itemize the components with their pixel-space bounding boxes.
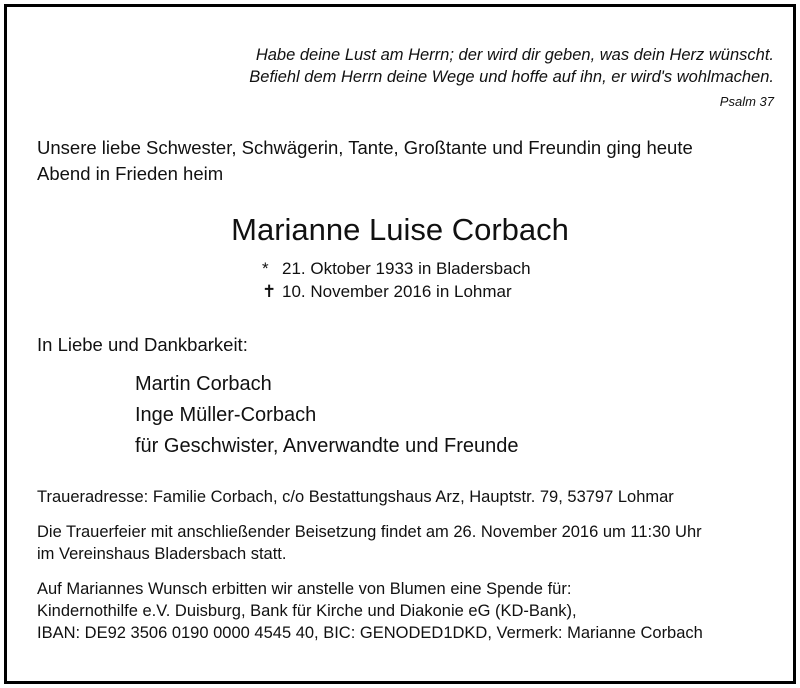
death-cross-icon: ✝ [262, 282, 277, 301]
mourners-heading: In Liebe und Dankbarkeit: [37, 334, 248, 355]
motto-source: Psalm 37 [719, 94, 774, 109]
mourner-name: Inge Müller-Corbach [135, 404, 317, 426]
ceremony-line-1: Die Trauerfeier mit anschließender Beisetzung findet am 26. November 2016 um 11:30 Uhr [37, 523, 702, 541]
motto-line-2: Befiehl dem Herrn deine Wege und hoffe auf ihn, er wird's wohlmachen. [249, 68, 774, 86]
death-date: 10. November 2016 in Lohmar [282, 282, 512, 301]
deceased-name: Marianne Luise Corbach [231, 212, 569, 247]
mourner-name: für Geschwister, Anverwandte und Freunde [135, 435, 519, 457]
intro-line-1: Unsere liebe Schwester, Schwägerin, Tante, Großtante und Freundin ging heute [37, 137, 693, 158]
donation-line-1: Auf Mariannes Wunsch erbitten wir anstelle von Blumen eine Spende für: [37, 580, 572, 598]
motto-line-1: Habe deine Lust am Herrn; der wird dir geben, was dein Herz wünscht. [255, 46, 774, 64]
birth-date: 21. Oktober 1933 in Bladersbach [282, 259, 531, 278]
intro-line-2: Abend in Frieden heim [37, 163, 224, 184]
donation-line-3: IBAN: DE92 3506 0190 0000 4545 40, BIC: GENODED1DKD, Vermerk: Marianne Corbach [37, 624, 703, 642]
mourner-name: Martin Corbach [135, 373, 272, 395]
birth-star-icon: * [262, 259, 269, 278]
mourning-address: Traueradresse: Familie Corbach, c/o Bestattungshaus Arz, Hauptstr. 79, 53797 Lohmar [37, 488, 674, 506]
birth-line [262, 259, 531, 279]
death-line [262, 282, 512, 302]
ceremony-line-2: im Vereinshaus Bladersbach statt. [37, 545, 287, 563]
donation-line-2: Kindernothilfe e.V. Duisburg, Bank für Kirche und Diakonie eG (KD-Bank), [37, 602, 577, 620]
